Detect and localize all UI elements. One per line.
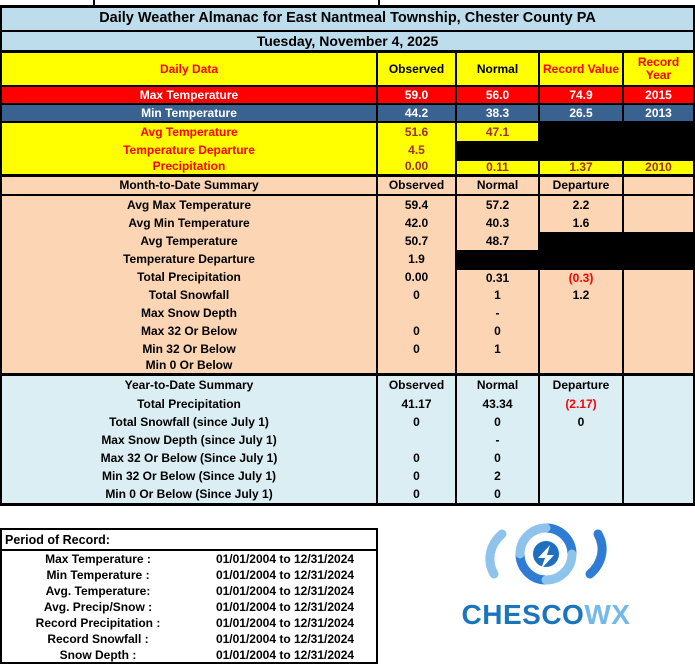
empty-cell [622,304,693,322]
row-label: Avg Min Temperature [128,215,250,230]
observed-value [376,304,455,322]
por-label: Avg. Temperature: [45,584,151,598]
observed-value: 0.00 [376,159,455,174]
table-row-ytd-max-32 [2,449,693,467]
observed-value: 4.5 [376,141,455,159]
record-year: 2015 [622,87,693,103]
observed-value: 0 [376,485,455,503]
observed-value: 0 [376,340,455,358]
por-label: Snow Depth : [59,648,137,662]
observed-value: 0 [376,467,455,485]
column-header-departure: Departure [538,376,622,395]
record-value: 26.5 [538,105,622,121]
por-value: 01/01/2004 to 12/31/2024 [215,552,355,566]
blacked-out-cell [455,141,538,159]
empty-cell [622,358,693,373]
departure-value: (2.17) [538,395,622,413]
por-value: 01/01/2004 to 12/31/2024 [215,600,355,614]
ytd-header-row [2,376,693,395]
table-row-precipitation [2,159,693,177]
row-label: Min 0 Or Below [145,358,233,373]
grid-line [378,0,380,5]
table-row-mtd-total-snowfall [2,286,693,304]
empty-cell [622,485,693,503]
normal-value: 0 [455,485,538,503]
normal-value: 38.3 [455,105,538,121]
departure-value [538,431,622,449]
observed-value: 0 [376,286,455,304]
column-header-empty [622,376,693,395]
report-date: Tuesday, November 4, 2025 [256,32,439,49]
row-label: Max Temperature [139,87,239,102]
column-header-normal: Normal [455,376,538,395]
table-row-mtd-max-32 [2,322,693,340]
footer-area [0,506,695,664]
period-of-record-title: Period of Record: [2,530,376,551]
blacked-out-cell [622,123,693,141]
row-label: Max 32 Or Below [140,323,238,338]
record-year: 2013 [622,105,693,121]
por-value: 01/01/2004 to 12/31/2024 [215,632,355,646]
normal-value: - [455,304,538,322]
empty-cell [622,431,693,449]
blacked-out-cell [622,141,693,159]
normal-value: 40.3 [455,214,538,232]
por-row-record-precipitation [2,615,376,631]
normal-value: 0.11 [455,159,538,174]
table-row-mtd-avg-max [2,196,693,214]
departure-value [538,358,622,373]
row-label: Min 0 Or Below (Since July 1) [105,486,273,501]
column-header-departure: Departure [538,177,622,194]
table-row-ytd-total-precip [2,395,693,413]
observed-value: 51.6 [376,123,455,141]
date-row [2,32,693,53]
table-row-ytd-max-snow-depth [2,431,693,449]
por-label: Record Snowfall : [47,632,149,646]
row-label: Total Precipitation [137,396,241,411]
por-label: Record Precipitation : [35,616,161,630]
blacked-out-cell [538,123,622,141]
blacked-out-cell [538,250,622,268]
row-label: Avg Temperature [140,124,238,139]
observed-value [376,358,455,373]
table-row-ytd-min-0 [2,485,693,503]
normal-value: 1 [455,286,538,304]
por-value: 01/01/2004 to 12/31/2024 [215,568,355,582]
row-label: Min 32 Or Below (Since July 1) [101,468,277,483]
normal-value: 57.2 [455,196,538,214]
column-header-normal: Normal [455,53,538,85]
por-value: 01/01/2004 to 12/31/2024 [215,616,355,630]
blacked-out-cell [538,232,622,250]
column-header-record-value: Record Value [538,53,622,85]
column-header-normal: Normal [455,177,538,194]
observed-value: 1.9 [376,250,455,268]
normal-value: 43.34 [455,395,538,413]
table-row-mtd-temp-departure [2,250,693,268]
record-value: 74.9 [538,87,622,103]
departure-value [538,322,622,340]
spreadsheet-top-sliver [0,0,695,5]
por-row-snow-depth [2,647,376,663]
por-value: 01/01/2004 to 12/31/2024 [215,584,355,598]
normal-value [455,358,538,373]
observed-value: 59.0 [376,87,455,103]
row-label: Min Temperature [141,105,237,120]
normal-value: 56.0 [455,87,538,103]
logo-text-wx: WX [584,599,631,630]
observed-value: 44.2 [376,105,455,121]
table-row-mtd-min-0 [2,358,693,376]
departure-value [538,340,622,358]
table-row-max-temperature [2,87,693,105]
column-header-record-year: Record Year [622,53,693,85]
empty-cell [622,395,693,413]
blacked-out-cell [622,250,693,268]
column-header-observed: Observed [376,376,455,395]
grid-line [93,0,95,5]
empty-cell [622,268,693,286]
row-label: Precipitation [152,159,226,174]
daily-header-row [2,53,693,87]
observed-value: 42.0 [376,214,455,232]
por-label: Min Temperature : [46,568,150,582]
row-label: Avg Max Temperature [126,197,252,212]
normal-value: 2 [455,467,538,485]
observed-value: 41.17 [376,395,455,413]
departure-value: 2.2 [538,196,622,214]
observed-value: 0 [376,322,455,340]
normal-value: 0.31 [455,268,538,286]
logo-text-chesco: CHESCO [461,599,585,630]
normal-value: 47.1 [455,123,538,141]
por-row-max-temperature [2,551,376,567]
table-row-mtd-min-32 [2,340,693,358]
hurricane-swirl-icon [461,512,631,596]
table-row-mtd-avg-min [2,214,693,232]
por-row-min-temperature [2,567,376,583]
departure-value: 1.2 [538,286,622,304]
observed-value: 0 [376,413,455,431]
departure-value: 1.6 [538,214,622,232]
normal-value: 0 [455,322,538,340]
empty-cell [622,413,693,431]
normal-value: 48.7 [455,232,538,250]
observed-value: 50.7 [376,232,455,250]
section-title-ytd: Year-to-Date Summary [124,378,254,393]
row-label: Max Snow Depth [140,305,237,320]
departure-value: (0.3) [538,268,622,286]
column-header-observed: Observed [376,53,455,85]
normal-value: 0 [455,449,538,467]
mtd-header-row [2,177,693,196]
row-label: Temperature Departure [123,142,255,157]
period-of-record-box [0,528,378,664]
row-label: Max 32 Or Below (Since July 1) [100,450,278,465]
departure-value [538,485,622,503]
chescowx-logo [428,512,664,629]
departure-value [538,467,622,485]
observed-value: 59.4 [376,196,455,214]
record-value: 1.37 [538,159,622,174]
table-row-mtd-max-snow-depth [2,304,693,322]
record-year: 2010 [622,159,693,174]
row-label: Total Snowfall (since July 1) [109,414,269,429]
empty-cell [622,286,693,304]
por-row-avg-precip-snow [2,599,376,615]
row-label: Total Precipitation [137,269,241,284]
por-row-record-snowfall [2,631,376,647]
row-label: Max Snow Depth (since July 1) [101,432,277,447]
por-row-avg-temperature [2,583,376,599]
row-label: Total Snowfall [148,287,230,302]
normal-value: - [455,431,538,449]
blacked-out-cell [455,250,538,268]
empty-cell [622,322,693,340]
table-row-temperature-departure [2,141,693,159]
almanac-table [0,5,695,506]
departure-value [538,304,622,322]
column-header-observed: Observed [376,177,455,194]
row-label: Avg Temperature [140,233,238,248]
normal-value: 1 [455,340,538,358]
observed-value: 0.00 [376,268,455,286]
empty-cell [622,340,693,358]
table-row-avg-temperature [2,123,693,141]
table-row-min-temperature [2,105,693,123]
departure-value: 0 [538,413,622,431]
column-header-daily-data: Daily Data [159,61,219,76]
observed-value: 0 [376,449,455,467]
observed-value [376,431,455,449]
por-value: 01/01/2004 to 12/31/2024 [215,648,355,662]
table-row-ytd-total-snowfall [2,413,693,431]
section-title-mtd: Month-to-Date Summary [119,178,259,193]
table-row-ytd-min-32 [2,467,693,485]
empty-cell [622,214,693,232]
logo-wordmark [428,601,664,629]
table-row-mtd-total-precip [2,268,693,286]
normal-value: 0 [455,413,538,431]
empty-cell [622,196,693,214]
por-label: Max Temperature : [45,552,151,566]
empty-cell [622,467,693,485]
column-header-empty [622,177,693,194]
title-row [2,8,693,32]
page-title: Daily Weather Almanac for East Nantmeal Township, Chester County PA [99,10,596,27]
departure-value [538,449,622,467]
empty-cell [622,449,693,467]
blacked-out-cell [622,232,693,250]
table-row-mtd-avg-temp [2,232,693,250]
row-label: Min 32 Or Below [142,341,236,356]
row-label: Temperature Departure [123,251,255,266]
blacked-out-cell [538,141,622,159]
por-label: Avg. Precip/Snow : [43,600,153,614]
